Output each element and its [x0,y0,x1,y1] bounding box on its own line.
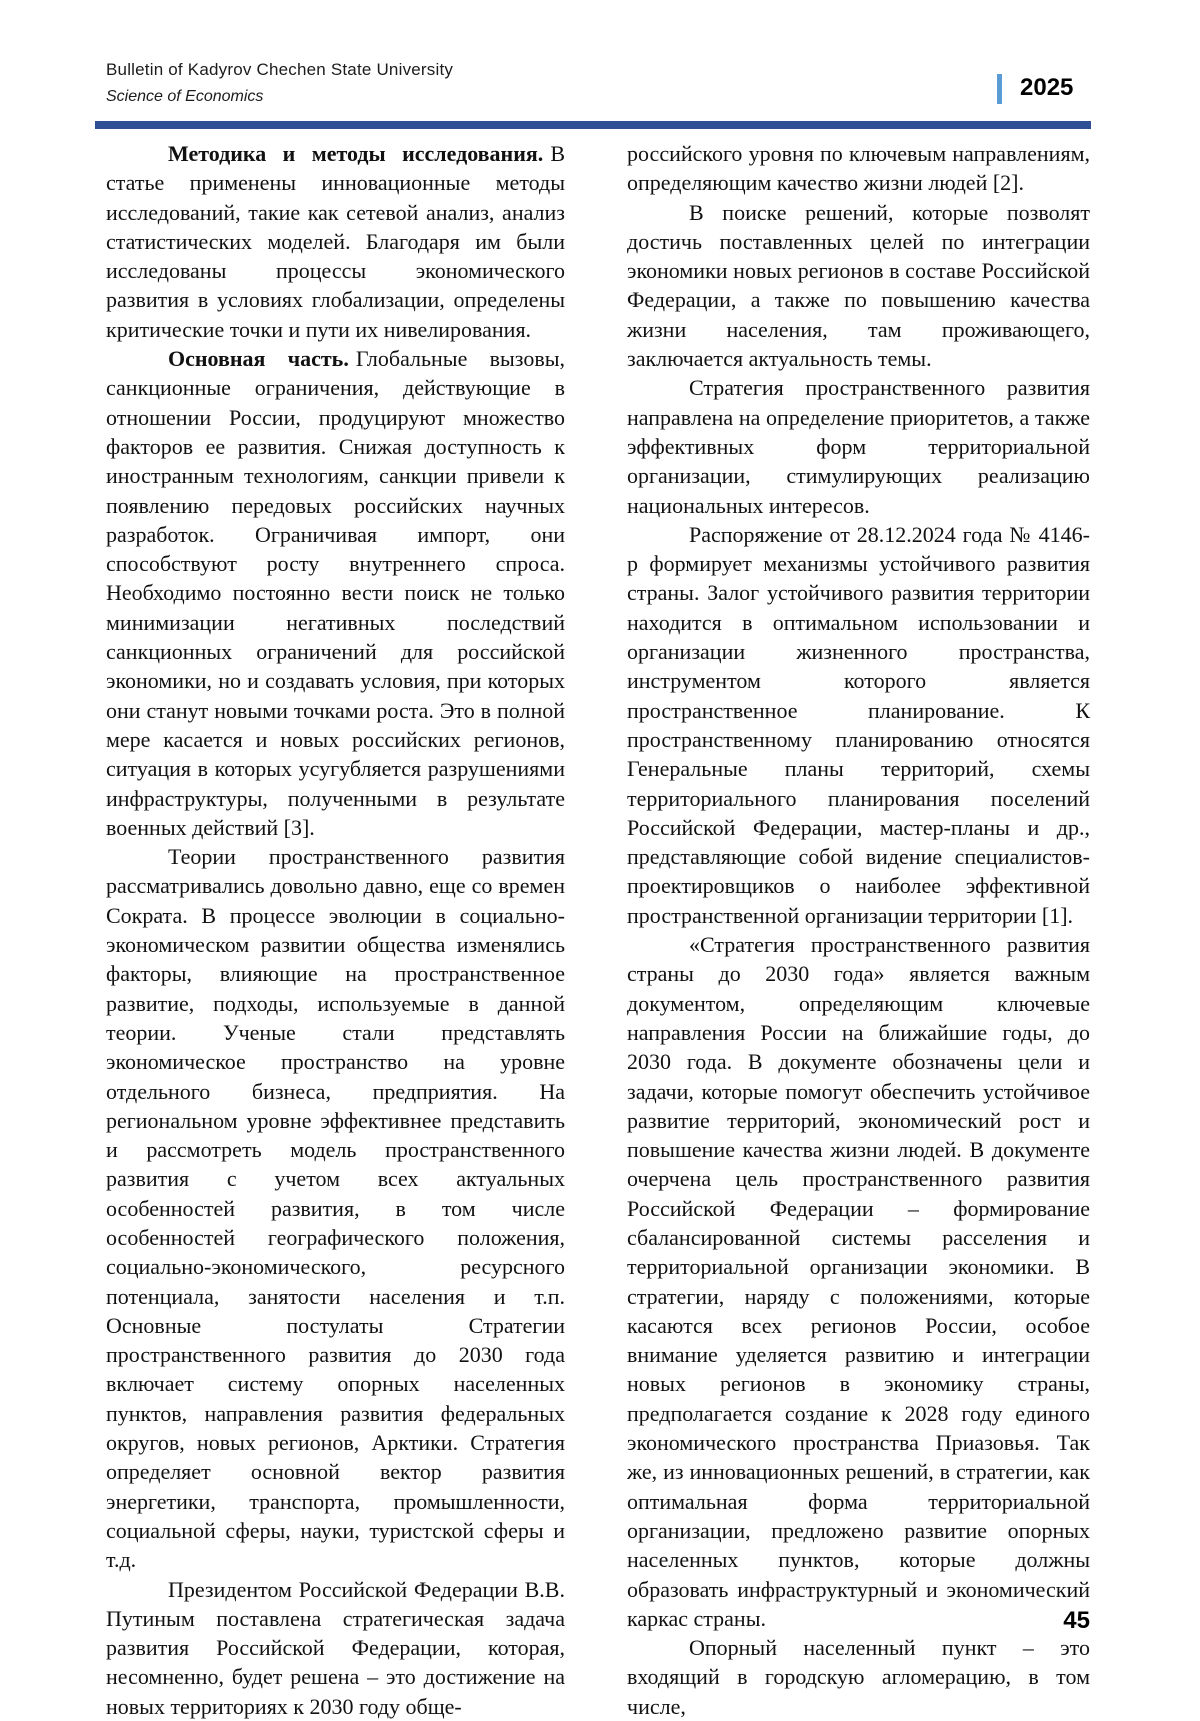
paragraph-text: Глобальные вызовы, санкционные ограничения, действующие в отношении России, продуцируют множество факторов ее развития. Снижая доступность к иностранным технологиям, санкции привели к появлению передовых российских научных разработок. Ограничивая импорт, они способствуют росту внутреннего спроса. Необходимо постоянно вести поиск не только минимизации негативных последствий санкционных ограничений для российской экономики, но и создавать условия, при которых они станут новыми точками роста. Это в полной мере касается и новых российских регионов, ситуация в которых усугубляется разрушениями инфраструктуры, полученными в результате военных действий [3]. [106,346,565,840]
paragraph-text: В поиске решений, которые позволят достичь поставленных целей по интеграции экономики новых регионов в составе Российской Федерации, а также по повышению качества жизни населения, там проживающего, заключается актуальность темы. [627,199,1090,372]
text-column-left [106,139,565,1721]
year-accent-bar [997,74,1002,104]
paragraph-text: Теории пространственного развития рассматривались довольно давно, еще со времен Сократа. В процессе эволюции в социально-экономическом развитии общества изменялись факторы, влияющие на пространственное развитие, подходы, используемые в данной теории. Ученые стали представлять экономическое пространство на уровне отдельного бизнеса, предприятия. На региональном уровне эффективнее представить и рассмотреть модель пространственного развития с учетом всех актуальных особенностей развития, в том числе особенностей географического положения, социально-экономического, ресурсного потенциала, занятости населения и т.п. Основные постулаты Стратегии пространственного развития до 2030 года включает систему опорных населенных пунктов, направления развития федеральных округов, новых регионов, Арктики. Стратегия определяет основной вектор развития энергетики, транспорта, промышленности, социальной сферы, науки, туристской сферы и т.д. [106,844,565,1573]
paragraph [106,139,565,344]
paragraph [627,139,1090,198]
paragraph [106,842,565,1574]
paragraph [106,1575,565,1721]
paragraph-text: Президентом Российской Федерации В.В. Путиным поставлена стратегическая задача развития Российской Федерации, которая, несомненно, будет решена – это достижение на новых территориях к 2030 году обще- [106,1576,565,1719]
paragraph-text: «Стратегия пространственного развития страны до 2030 года» является важным документом, определяющим ключевые направления России на ближайшие годы, до 2030 года. В документе обозначены цели и задачи, которые помогут обеспечить устойчивое развитие территорий, экономический рост и повышение качества жизни людей. В документе очерчена цель пространственного развития Российской Федерации – формирование сбалансированной системы расселения и территориальной организации экономики. В стратегии, наряду с положениями, которые касаются всех регионов России, особое внимание уделяется развитию и интеграции новых регионов в экономику страны, предполагается создание к 2028 году единого экономического пространства Приазовья. Так же, из инновационных решений, в стратегии, как оптимальная форма территориальной организации, предложено развитие опорных населенных пунктов, которые должны образовать инфраструктурный и экономический каркас страны. [627,932,1090,1631]
text-column-right [627,139,1090,1721]
paragraph-lead: Основная часть. [168,346,349,372]
paragraph [627,198,1090,374]
page-number: 45 [1063,1607,1090,1634]
header-divider-rule [95,121,1091,129]
paragraph-text: Распоряжение от 28.12.2024 года № 4146-р формирует механизмы устойчивого развития страны. Залог устойчивого развития территории находится в оптимальном использовании и организации жизненного пространства, инструментом которого является пространственное планирование. К пространственному планированию относятся Генеральные планы территорий, схемы территориального планирования поселений Российской Федерации, мастер-планы и др., представляющие собой видение специалистов-проектировщиков о наиболее эффективной пространственной организации территории [1]. [627,521,1090,928]
paragraph [627,930,1090,1633]
paragraph [627,520,1090,930]
paragraph [627,373,1090,519]
paragraph-lead: Методика и методы исследования. [168,141,544,166]
paragraph [106,344,565,842]
paragraph [627,1633,1090,1721]
journal-subtitle: Science of Economics [106,88,264,105]
paragraph-text: Опорный населенный пункт – это входящий в городскую агломерацию, в том числе, [627,1635,1090,1719]
paragraph-text: Стратегия пространственного развития направлена на определение приоритетов, а также эффективных форм территориальной организации, стимулирующих реализацию национальных интересов. [627,375,1090,518]
journal-title: Bulletin of Kadyrov Chechen State University [106,60,454,79]
paragraph-text: В статье применены инновационные методы исследований, такие как сетевой анализ, анализ статистических моделей. Благодаря им были исследованы процессы экономического развития в условиях глобализации, определены критические точки и пути их нивелирования. [106,141,565,342]
year-label: 2025 [1020,74,1074,101]
paragraph-text: российского уровня по ключевым направлениям, определяющим качество жизни людей [2]. [627,141,1090,196]
